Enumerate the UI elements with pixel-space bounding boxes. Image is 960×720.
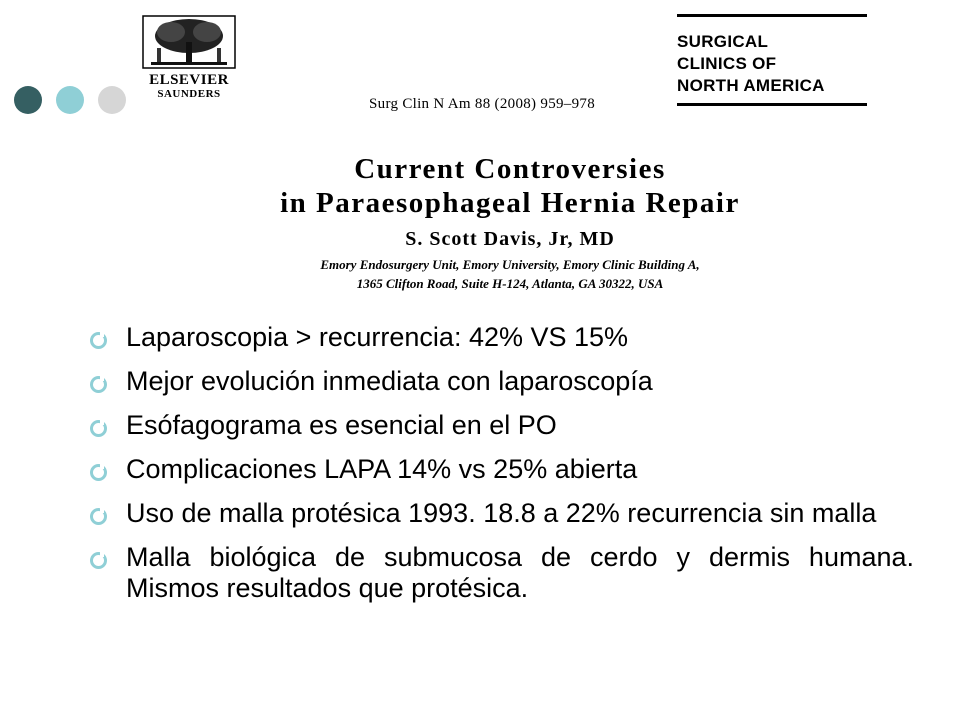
journal-line: CLINICS OF bbox=[677, 54, 777, 73]
dot-dark bbox=[14, 86, 42, 114]
bullet-ring-icon bbox=[90, 464, 107, 481]
journal-line: NORTH AMERICA bbox=[677, 76, 825, 95]
dot-teal bbox=[56, 86, 84, 114]
bullet-ring-icon bbox=[90, 552, 107, 569]
bullet-ring-icon bbox=[90, 332, 107, 349]
journal-logo bbox=[677, 14, 867, 106]
bullet-item bbox=[90, 542, 914, 604]
bullet-text: Esófagograma es esencial en el PO bbox=[126, 410, 557, 440]
paper-title-line: in Paraesophageal Hernia Repair bbox=[280, 187, 740, 219]
paper-affiliation-line: 1365 Clifton Road, Suite H-124, Atlanta, GA 30322, USA bbox=[356, 276, 664, 291]
bullet-item bbox=[90, 454, 914, 485]
bullet-text: Uso de malla protésica 1993. 18.8 a 22% recurrencia sin malla bbox=[126, 498, 877, 528]
bullet-item bbox=[90, 410, 914, 441]
bullet-list bbox=[90, 322, 914, 617]
bullet-item bbox=[90, 366, 914, 397]
publisher-imprint: SAUNDERS bbox=[157, 88, 221, 100]
bullet-ring-icon bbox=[90, 376, 107, 393]
publisher-name: ELSEVIER bbox=[149, 72, 229, 88]
bullet-ring-icon bbox=[90, 420, 107, 437]
bullet-text: Complicaciones LAPA 14% vs 25% abierta bbox=[126, 454, 638, 484]
paper-header bbox=[220, 152, 800, 292]
bullet-item bbox=[90, 322, 914, 353]
journal-line: SURGICAL bbox=[677, 32, 769, 51]
bullet-text: Mejor evolución inmediata con laparoscopía bbox=[126, 366, 653, 396]
bullet-item bbox=[90, 498, 914, 529]
paper-title-line: Current Controversies bbox=[354, 153, 666, 185]
elsevier-tree-icon bbox=[141, 14, 237, 70]
journal-citation: Surg Clin N Am 88 (2008) 959–978 bbox=[369, 96, 596, 112]
elsevier-logo bbox=[138, 14, 240, 100]
bullet-text: Malla biológica de submucosa de cerdo y dermis humana. Mismos resultados que protésica. bbox=[126, 542, 914, 603]
journal-rule-bottom bbox=[677, 103, 867, 106]
journal-rule-top bbox=[677, 14, 867, 17]
paper-author: S. Scott Davis, Jr, MD bbox=[405, 228, 615, 250]
decorative-dots bbox=[14, 86, 126, 114]
dot-gray bbox=[98, 86, 126, 114]
bullet-text: Laparoscopia > recurrencia: 42% VS 15% bbox=[126, 322, 629, 352]
paper-affiliation-line: Emory Endosurgery Unit, Emory University, Emory Clinic Building A, bbox=[320, 257, 700, 272]
bullet-ring-icon bbox=[90, 508, 107, 525]
